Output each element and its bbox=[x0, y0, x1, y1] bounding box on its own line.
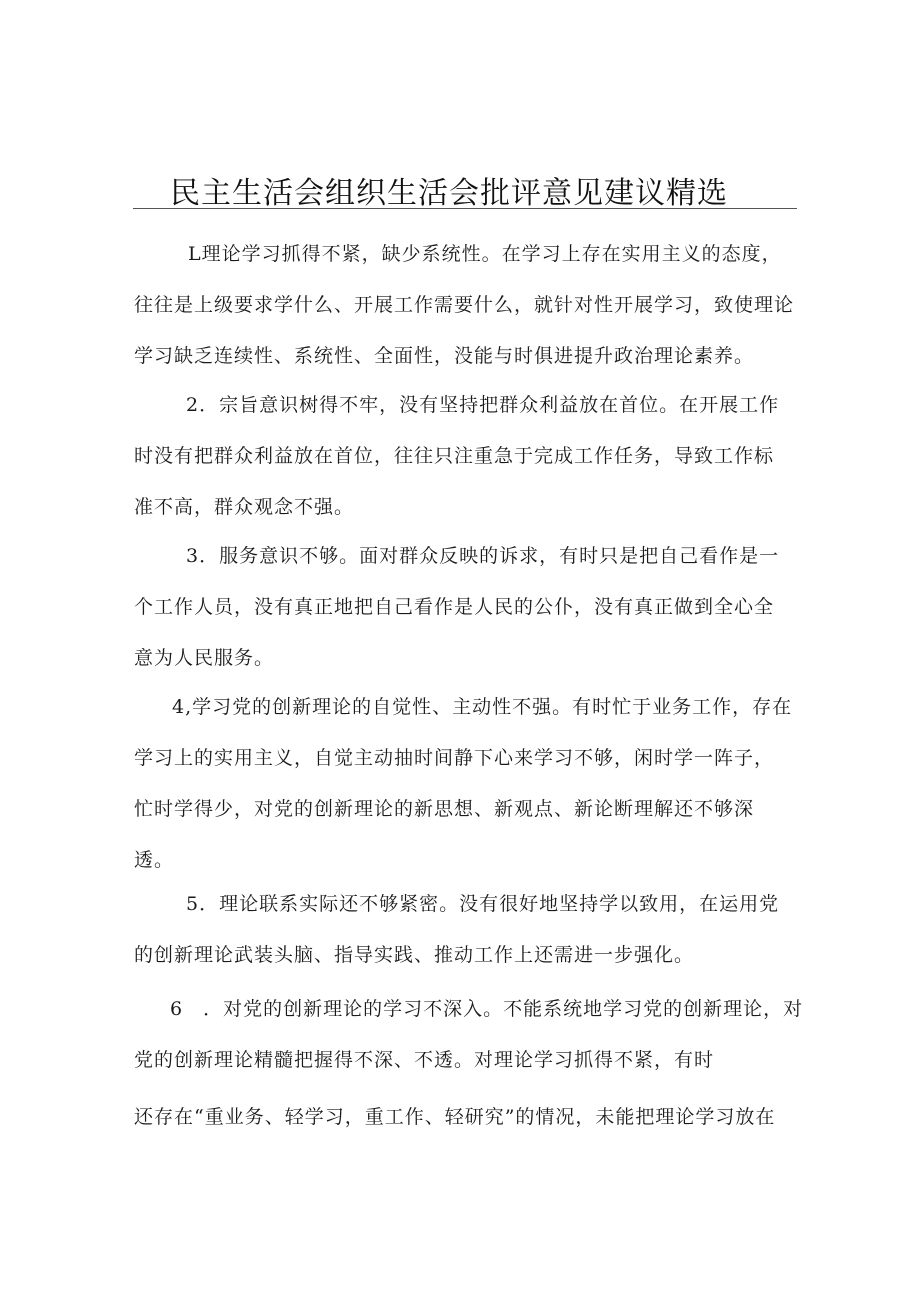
paragraph-line: 4,学习党的创新理论的自觉性、主动性不强。有时忙于业务工作，存在 bbox=[172, 696, 793, 718]
paragraph-line: 3．服务意识不够。面对群众反映的诉求，有时只是把自己看作是一 bbox=[186, 545, 780, 567]
paragraph-line: 的创新理论武装头脑、指导实践、推动工作上还需进一步强化。 bbox=[134, 944, 695, 966]
paragraph-line: 意为人民服务。 bbox=[134, 647, 275, 669]
paragraph-line: 学习上的实用主义，自觉主动抽时间静下心来学习不够，闲时学一阵子， bbox=[134, 747, 775, 769]
paragraph-line: 5．理论联系实际还不够紧密。没有很好地坚持学以致用，在运用党 bbox=[186, 893, 780, 915]
paragraph-line: 学习缺乏连续性、系统性、全面性，没能与时俱进提升政治理论素养。 bbox=[134, 345, 755, 367]
paragraph-4 bbox=[134, 682, 798, 886]
paragraph-line: 时没有把群众利益放在首位，往往只注重急于完成工作任务，导致工作标 bbox=[134, 445, 775, 467]
paragraph-line: 往往是上级要求学什么、开展工作需要什么，就针对性开展学习，致使理论 bbox=[134, 294, 795, 316]
paragraph-1 bbox=[134, 229, 798, 382]
paragraph-line: 个工作人员，没有真正地把自己看作是人民的公仆，没有真正做到全心全 bbox=[134, 596, 775, 618]
paragraph-line: 党的创新理论精髓把握得不深、不透。对理论学习抓得不紧，有时 bbox=[134, 1049, 715, 1071]
paragraph-line: 还存在“重业务、轻学习，重工作、轻研究”的情况，未能把理论学习放在 bbox=[134, 1106, 776, 1128]
title-underline bbox=[133, 208, 797, 209]
paragraph-line: 透。 bbox=[134, 849, 175, 871]
paragraph-line: 准不高，群众观念不强。 bbox=[134, 496, 355, 518]
paragraph-7 bbox=[134, 1092, 798, 1143]
paragraph-3 bbox=[134, 531, 798, 684]
paragraph-line: 忙时学得少，对党的创新理论的新思想、新观点、新论断理解还不够深 bbox=[134, 798, 755, 820]
paragraph-2 bbox=[134, 380, 798, 533]
document-title: 民主生活会组织生活会批评意见建议精选 bbox=[170, 176, 728, 211]
paragraph-line: 6 ．对党的创新理论的学习不深入。不能系统地学习党的创新理论，对 bbox=[170, 998, 804, 1020]
paragraph-6 bbox=[134, 984, 804, 1086]
paragraph-line: 2．宗旨意识树得不牢，没有坚持把群众利益放在首位。在开展工作 bbox=[186, 394, 780, 416]
paragraph-5 bbox=[134, 879, 798, 981]
paragraph-line: L理论学习抓得不紧，缺少系统性。在学习上存在实用主义的态度， bbox=[188, 243, 782, 265]
